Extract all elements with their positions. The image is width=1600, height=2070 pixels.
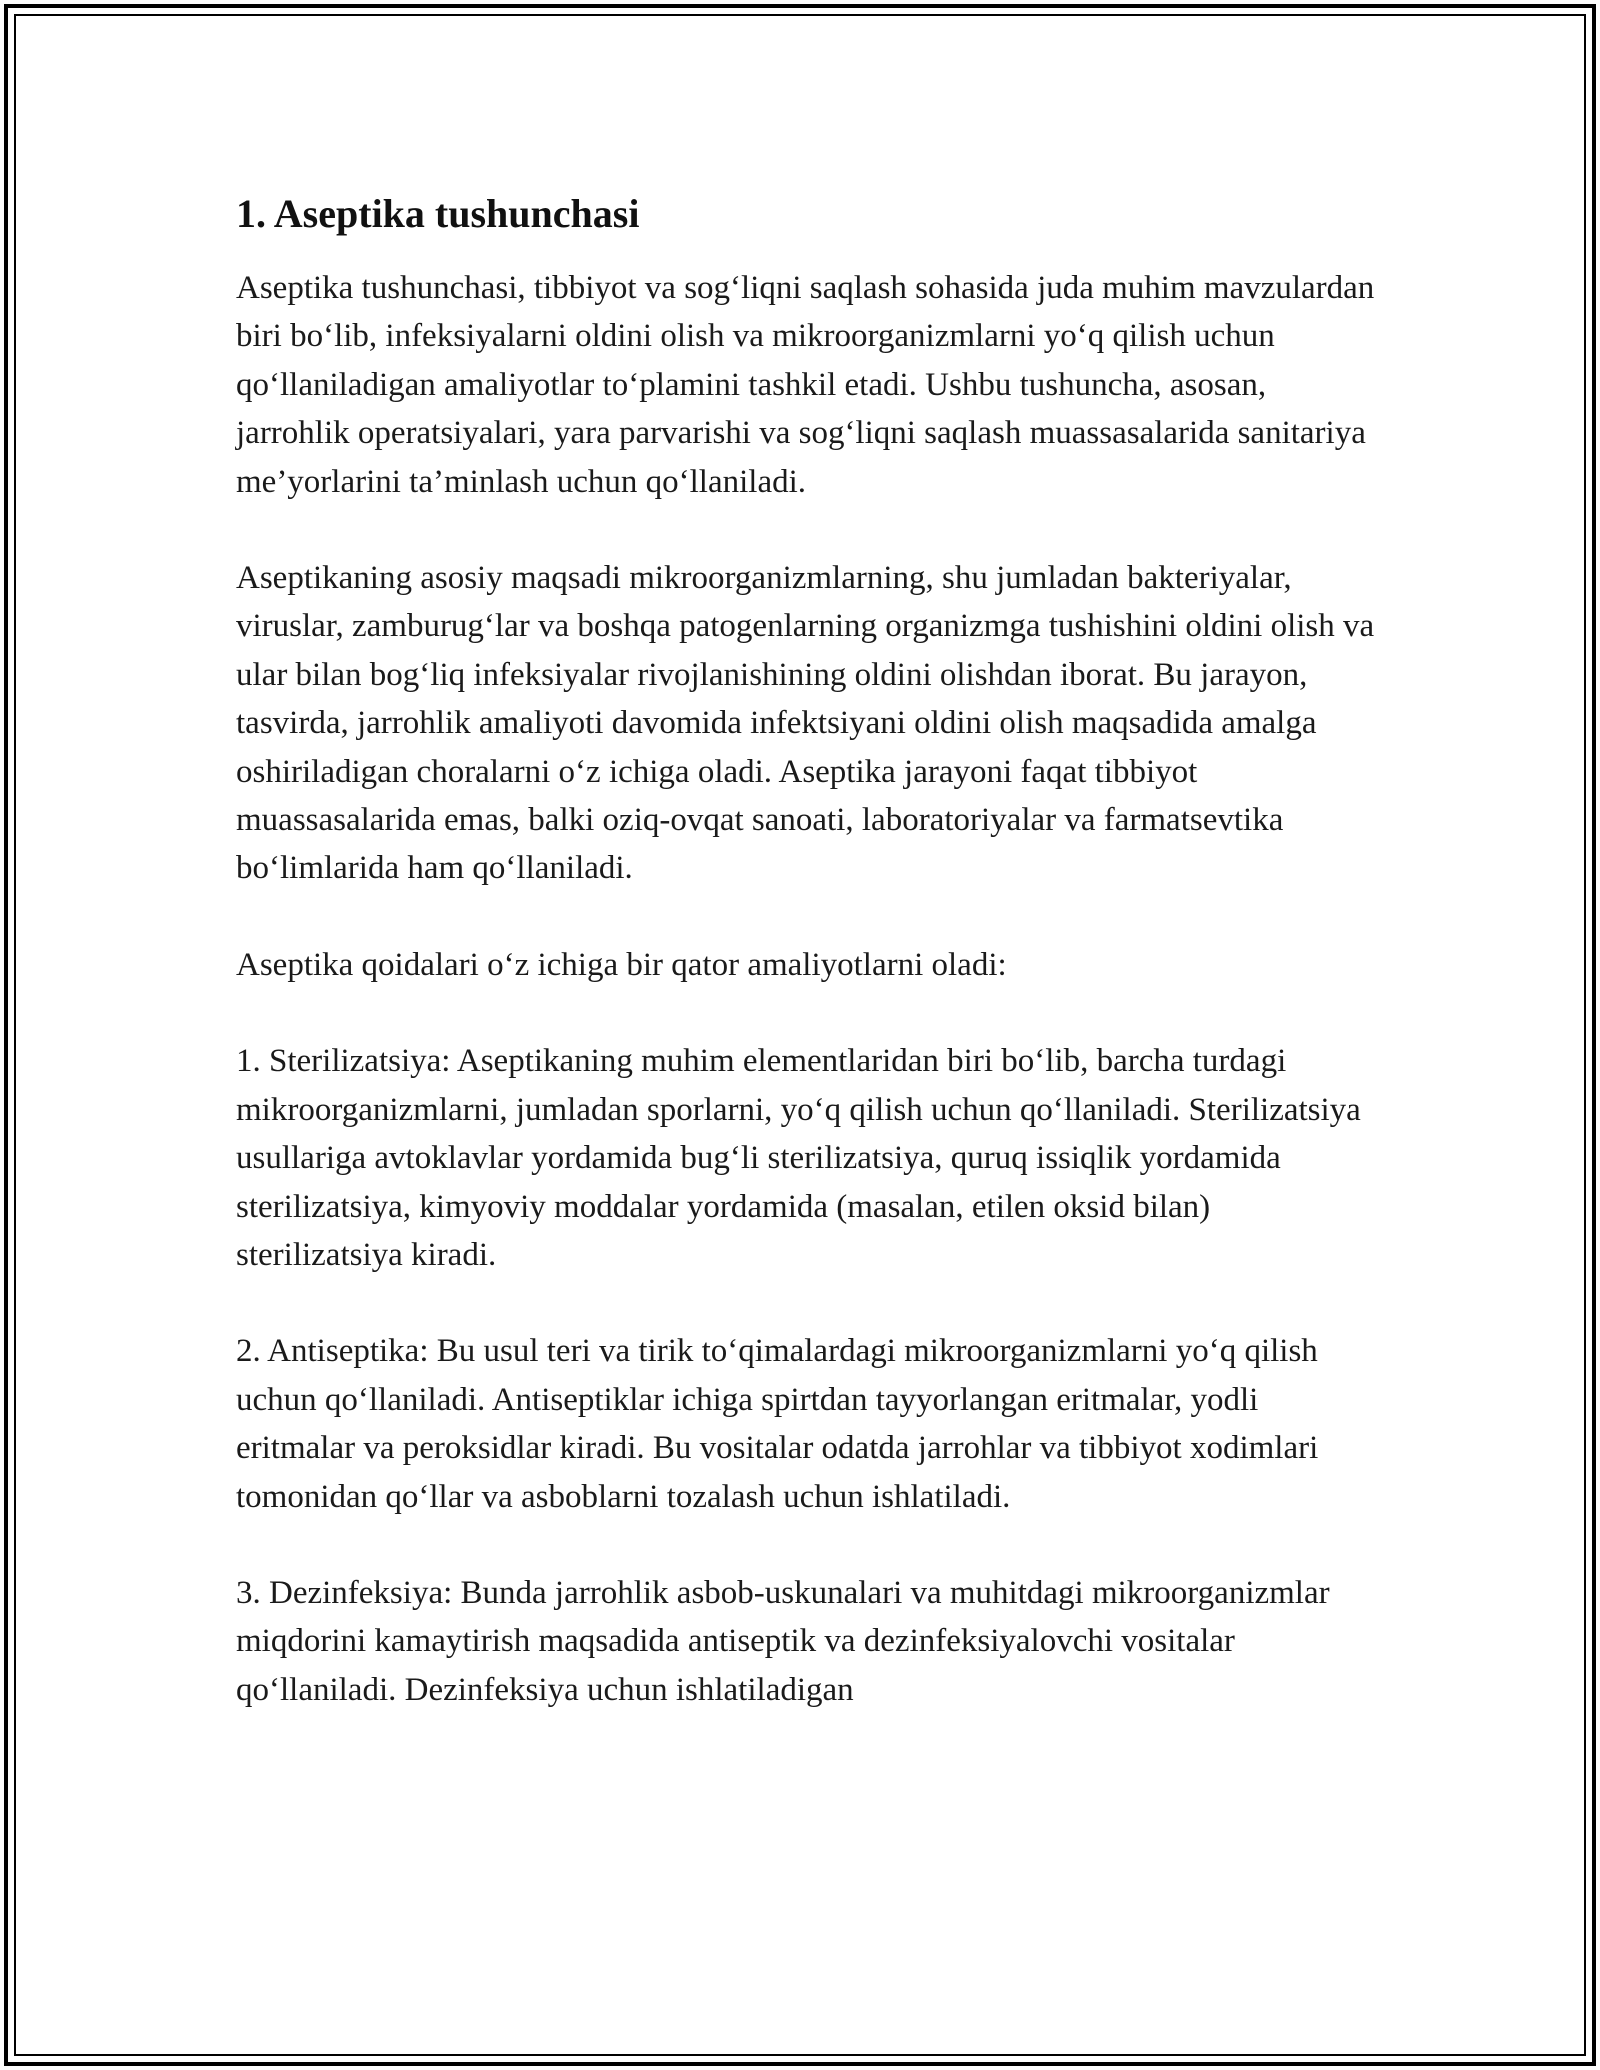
list-item-antiseptics: 2. Antiseptika: Bu usul teri va tirik to‘qimalardagi mikroorganizmlarni yo‘q qilish uchun qo‘llaniladi. Antiseptiklar ichiga spirtdan tayyorlangan eritmalar, yodli eritmalar va peroksidlar kiradi. Bu vositalar odatda jarrohlar va tibbiyot xodimlari tomonidan qo‘llar va asboblarni tozalash uchun ishlatiladi. [236, 1333, 1319, 1515]
list-item-sterilization: 1. Sterilizatsiya: Aseptikaning muhim elementlaridan biri bo‘lib, barcha turdagi mikroorganizmlarni, jumladan sporlarni, yo‘q qilish uchun qo‘llaniladi. Sterilizatsiya usullariga avtoklavlar yordamida bug‘li sterilizatsiya, quruq issiqlik yordamida sterilizatsiya, kimyoviy moddalar yordamida (masalan, etilen oksid bilan) sterilizatsiya kiradi. [236, 1043, 1361, 1273]
list-item-disinfection: 3. Dezinfeksiya: Bunda jarrohlik asbob-uskunalari va muhitdagi mikroorganizmlar miqdorini kamaytirish maqsadida antiseptik va dezinfeksiyalovchi vositalar qo‘llaniladi. Dezinfeksiya uchun ishlatiladigan [236, 1574, 1330, 1708]
section-heading: 1. Aseptika tushunchasi [236, 191, 640, 236]
paragraph-intro: Aseptika tushunchasi, tibbiyot va sog‘liqni saqlash sohasida juda muhim mavzulardan biri bo‘lib, infeksiyalarni oldini olish va mikroorganizmlarni yo‘q qilish uchun qo‘llaniladigan amaliyotlar to‘plamini tashkil etadi. Ushbu tushuncha, asosan, jarrohlik operatsiyalari, yara parvarishi va sog‘liqni saqlash muassasalarida sanitariya me’yorlarini ta’minlash uchun qo‘llaniladi. [236, 270, 1375, 500]
document-body [236, 186, 1376, 1762]
paragraph-purpose: Aseptikaning asosiy maqsadi mikroorganizmlarning, shu jumladan bakteriyalar, viruslar, zamburug‘lar va boshqa patogenlarning organizmga tushishini oldini olish va ular bilan bog‘liq infeksiyalar rivojlanishining oldini olishdan iborat. Bu jarayon, tasvirda, jarrohlik amaliyoti davomida infektsiyani oldini olish maqsadida amalga oshiriladigan choralarni o‘z ichiga oladi. Aseptika jarayoni faqat tibbiyot muassasalarida emas, balki oziq-ovqat sanoati, laboratoriyalar va farmatsevtika bo‘limlarida ham qo‘llaniladi. [236, 560, 1375, 887]
paragraph-rules-intro: Aseptika qoidalari o‘z ichiga bir qator amaliyotlarni oladi: [236, 946, 1007, 983]
